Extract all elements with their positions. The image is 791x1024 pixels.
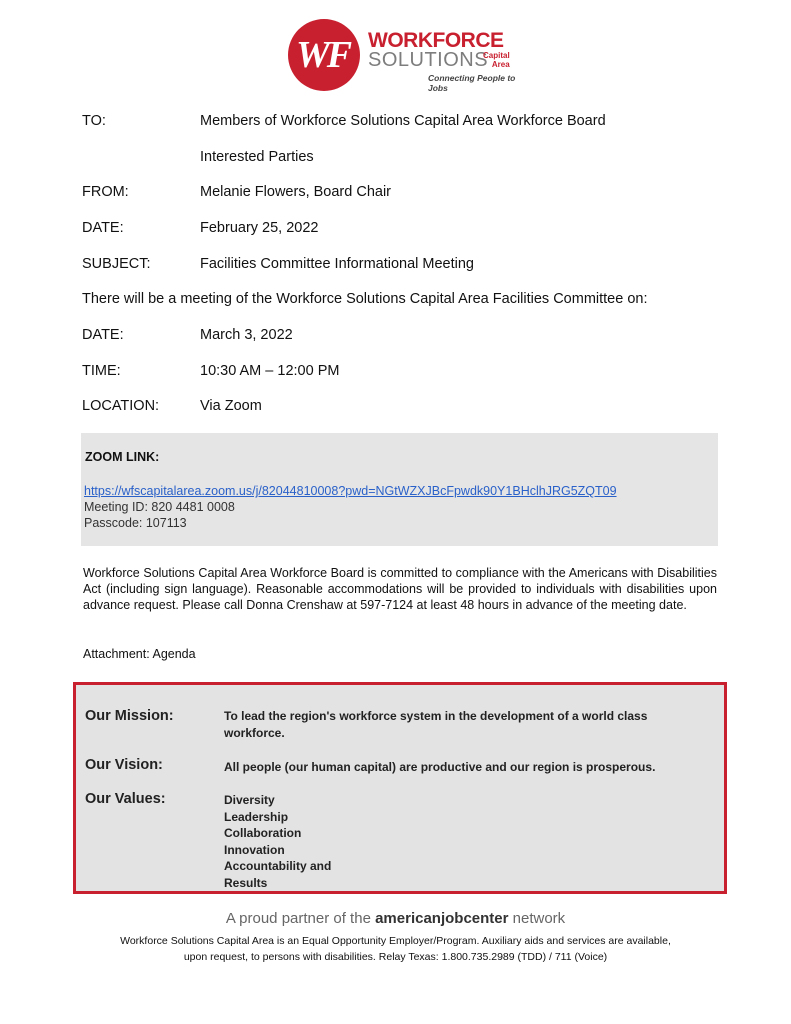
vision-label: Our Vision: xyxy=(85,757,163,773)
meeting-location-value: Via Zoom xyxy=(200,398,262,414)
values-list xyxy=(224,792,331,891)
zoom-info-box xyxy=(81,433,718,546)
zoom-passcode: Passcode: 107113 xyxy=(84,516,187,530)
from-label: FROM: xyxy=(82,184,129,200)
to-value: Members of Workforce Solutions Capital Area Workforce Board xyxy=(200,113,606,129)
mission-text: To lead the region's workforce system in the development of a world class workforce. xyxy=(224,709,648,740)
vision-text: All people (our human capital) are productive and our region is prosperous. xyxy=(224,760,656,774)
meeting-time-label: TIME: xyxy=(82,363,121,379)
meeting-date-label: DATE: xyxy=(82,327,124,343)
partner-line: A proud partner of the americanjobcenter network xyxy=(225,910,566,927)
logo-line2: SOLUTIONS xyxy=(368,49,489,71)
attachment-line: Attachment: Agenda xyxy=(83,647,196,661)
from-value: Melanie Flowers, Board Chair xyxy=(200,184,391,200)
ada-paragraph: Workforce Solutions Capital Area Workforce Board is committed to compliance with the Americans with Disabilities Act (including sign language). Reasonable accommodations will be provided to individuals with disabilities upon advance request. Please call Donna Crenshaw at 597-7124 at least 48 hours in advance of the meeting date. xyxy=(83,566,717,612)
american-job-center-logo: americanjobcenter xyxy=(375,910,509,927)
logo-region: Capital Area xyxy=(483,51,510,69)
value-item: Innovation xyxy=(224,842,285,857)
values-label: Our Values: xyxy=(85,791,166,807)
mission-label: Our Mission: xyxy=(85,708,174,724)
value-item: Accountability and xyxy=(224,859,332,873)
logo-mark: WF xyxy=(296,34,350,76)
value-item: Leadership xyxy=(224,809,289,824)
value-item: Diversity xyxy=(224,793,275,807)
meeting-date-value: March 3, 2022 xyxy=(200,327,293,343)
zoom-meeting-id: Meeting ID: 820 4481 0008 xyxy=(84,500,235,514)
zoom-link[interactable]: https://wfscapitalarea.zoom.us/j/82044810008?pwd=NGtWZXJBcFpwdk90Y1BHclhJRG5ZQT09 xyxy=(84,484,617,498)
value-item: Results xyxy=(224,875,268,890)
workforce-solutions-logo xyxy=(288,19,528,95)
meeting-time-value: 10:30 AM – 12:00 PM xyxy=(200,363,340,379)
mission-vision-values-box xyxy=(73,682,727,894)
to-label: TO: xyxy=(82,113,106,129)
subject-value: Facilities Committee Informational Meeting xyxy=(200,256,474,272)
meeting-intro: There will be a meeting of the Workforce Solutions Capital Area Facilities Committee on: xyxy=(82,291,648,307)
subject-label: SUBJECT: xyxy=(82,256,151,272)
logo-tagline: Connecting People to Jobs xyxy=(428,73,516,93)
zoom-heading: ZOOM LINK: xyxy=(85,450,160,464)
logo-line1: WORKFORCE xyxy=(368,29,504,52)
meeting-location-label: LOCATION: xyxy=(82,398,160,414)
eoe-statement-line1: Workforce Solutions Capital Area is an Equal Opportunity Employer/Program. Auxiliary aids and services are available, xyxy=(120,935,671,947)
date-label: DATE: xyxy=(82,220,124,236)
eoe-statement-line2: upon request, to persons with disabilities. Relay Texas: 1.800.735.2989 (TDD) / 711 (Voice) xyxy=(183,951,608,963)
date-value: February 25, 2022 xyxy=(200,220,319,236)
to-value-2: Interested Parties xyxy=(200,149,314,165)
value-item: Collaboration xyxy=(224,826,302,840)
